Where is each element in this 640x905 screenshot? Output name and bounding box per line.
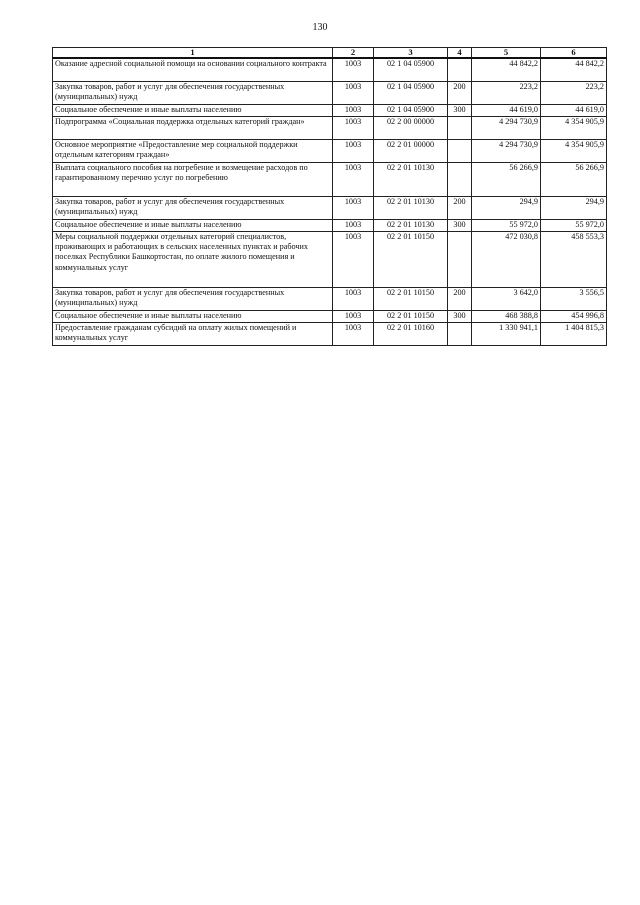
column-header: 2 bbox=[333, 48, 374, 59]
expense-type-code bbox=[448, 322, 472, 345]
table-row bbox=[53, 58, 607, 81]
table-row bbox=[53, 310, 607, 322]
target-article-code: 02 2 01 10130 bbox=[374, 196, 448, 219]
expense-type-code: 200 bbox=[448, 81, 472, 104]
table-row bbox=[53, 104, 607, 116]
row-name: Меры социальной поддержки отдельных категорий специалистов, проживающих и работающих в сельских населенных пунктах и рабочих поселках Республики Башкортостан, по оплате жилого помещения и коммунальных услуг bbox=[53, 231, 333, 287]
expense-type-code: 300 bbox=[448, 219, 472, 231]
row-name: Основное мероприятие «Предоставление мер социальной поддержки отдельным категориям граждан» bbox=[53, 139, 333, 162]
row-name: Социальное обеспечение и иные выплаты населению bbox=[53, 219, 333, 231]
table-row bbox=[53, 139, 607, 162]
row-name: Закупка товаров, работ и услуг для обеспечения государственных (муниципальных) нужд bbox=[53, 81, 333, 104]
amount-year-1: 223,2 bbox=[472, 81, 541, 104]
amount-year-2: 55 972,0 bbox=[541, 219, 607, 231]
table-header-row bbox=[53, 48, 607, 59]
section-code: 1003 bbox=[333, 58, 374, 81]
amount-year-1: 1 330 941,1 bbox=[472, 322, 541, 345]
target-article-code: 02 1 04 05900 bbox=[374, 58, 448, 81]
target-article-code: 02 2 01 10150 bbox=[374, 310, 448, 322]
row-name: Социальное обеспечение и иные выплаты населению bbox=[53, 310, 333, 322]
amount-year-2: 3 556,5 bbox=[541, 287, 607, 310]
target-article-code: 02 2 01 10150 bbox=[374, 231, 448, 287]
amount-year-2: 44 842,2 bbox=[541, 58, 607, 81]
amount-year-1: 3 642,0 bbox=[472, 287, 541, 310]
section-code: 1003 bbox=[333, 287, 374, 310]
column-header: 3 bbox=[374, 48, 448, 59]
amount-year-1: 4 294 730,9 bbox=[472, 139, 541, 162]
target-article-code: 02 2 01 10160 bbox=[374, 322, 448, 345]
section-code: 1003 bbox=[333, 322, 374, 345]
expense-type-code: 300 bbox=[448, 310, 472, 322]
table-row bbox=[53, 196, 607, 219]
amount-year-1: 294,9 bbox=[472, 196, 541, 219]
expense-type-code bbox=[448, 116, 472, 139]
section-code: 1003 bbox=[333, 310, 374, 322]
target-article-code: 02 2 00 00000 bbox=[374, 116, 448, 139]
amount-year-1: 44 842,2 bbox=[472, 58, 541, 81]
row-name: Закупка товаров, работ и услуг для обеспечения государственных (муниципальных) нужд bbox=[53, 196, 333, 219]
expense-type-code: 200 bbox=[448, 196, 472, 219]
amount-year-2: 56 266,9 bbox=[541, 162, 607, 196]
row-name: Выплата социального пособия на погребение и возмещение расходов по гарантированному перечню услуг по погребению bbox=[53, 162, 333, 196]
amount-year-2: 454 996,8 bbox=[541, 310, 607, 322]
target-article-code: 02 1 04 05900 bbox=[374, 104, 448, 116]
amount-year-1: 56 266,9 bbox=[472, 162, 541, 196]
section-code: 1003 bbox=[333, 116, 374, 139]
row-name: Социальное обеспечение и иные выплаты населению bbox=[53, 104, 333, 116]
table-row bbox=[53, 231, 607, 287]
table-row bbox=[53, 116, 607, 139]
amount-year-2: 1 404 815,3 bbox=[541, 322, 607, 345]
expense-type-code bbox=[448, 162, 472, 196]
column-header: 5 bbox=[472, 48, 541, 59]
table-row bbox=[53, 287, 607, 310]
target-article-code: 02 2 01 10130 bbox=[374, 162, 448, 196]
target-article-code: 02 2 01 00000 bbox=[374, 139, 448, 162]
amount-year-2: 44 619,0 bbox=[541, 104, 607, 116]
amount-year-1: 468 388,8 bbox=[472, 310, 541, 322]
page-number: 130 bbox=[312, 22, 328, 33]
expense-type-code bbox=[448, 139, 472, 162]
amount-year-2: 294,9 bbox=[541, 196, 607, 219]
section-code: 1003 bbox=[333, 162, 374, 196]
table-row bbox=[53, 162, 607, 196]
amount-year-1: 55 972,0 bbox=[472, 219, 541, 231]
table-row bbox=[53, 81, 607, 104]
amount-year-2: 4 354 905,9 bbox=[541, 116, 607, 139]
target-article-code: 02 2 01 10150 bbox=[374, 287, 448, 310]
table-row bbox=[53, 219, 607, 231]
amount-year-1: 44 619,0 bbox=[472, 104, 541, 116]
section-code: 1003 bbox=[333, 231, 374, 287]
section-code: 1003 bbox=[333, 139, 374, 162]
amount-year-1: 472 030,8 bbox=[472, 231, 541, 287]
target-article-code: 02 1 04 05900 bbox=[374, 81, 448, 104]
row-name: Подпрограмма «Социальная поддержка отдельных категорий граждан» bbox=[53, 116, 333, 139]
amount-year-2: 4 354 905,9 bbox=[541, 139, 607, 162]
amount-year-1: 4 294 730,9 bbox=[472, 116, 541, 139]
row-name: Закупка товаров, работ и услуг для обеспечения государственных (муниципальных) нужд bbox=[53, 287, 333, 310]
budget-table bbox=[52, 47, 607, 346]
expense-type-code: 200 bbox=[448, 287, 472, 310]
row-name: Предоставление гражданам субсидий на оплату жилых помещений и коммунальных услуг bbox=[53, 322, 333, 345]
expense-type-code bbox=[448, 58, 472, 81]
expense-type-code: 300 bbox=[448, 104, 472, 116]
amount-year-2: 458 553,3 bbox=[541, 231, 607, 287]
row-name: Оказание адресной социальной помощи на основании социального контракта bbox=[53, 58, 333, 81]
expense-type-code bbox=[448, 231, 472, 287]
column-header: 6 bbox=[541, 48, 607, 59]
section-code: 1003 bbox=[333, 196, 374, 219]
table-row bbox=[53, 322, 607, 345]
section-code: 1003 bbox=[333, 81, 374, 104]
section-code: 1003 bbox=[333, 104, 374, 116]
column-header: 1 bbox=[53, 48, 333, 59]
amount-year-2: 223,2 bbox=[541, 81, 607, 104]
column-header: 4 bbox=[448, 48, 472, 59]
target-article-code: 02 2 01 10130 bbox=[374, 219, 448, 231]
section-code: 1003 bbox=[333, 219, 374, 231]
